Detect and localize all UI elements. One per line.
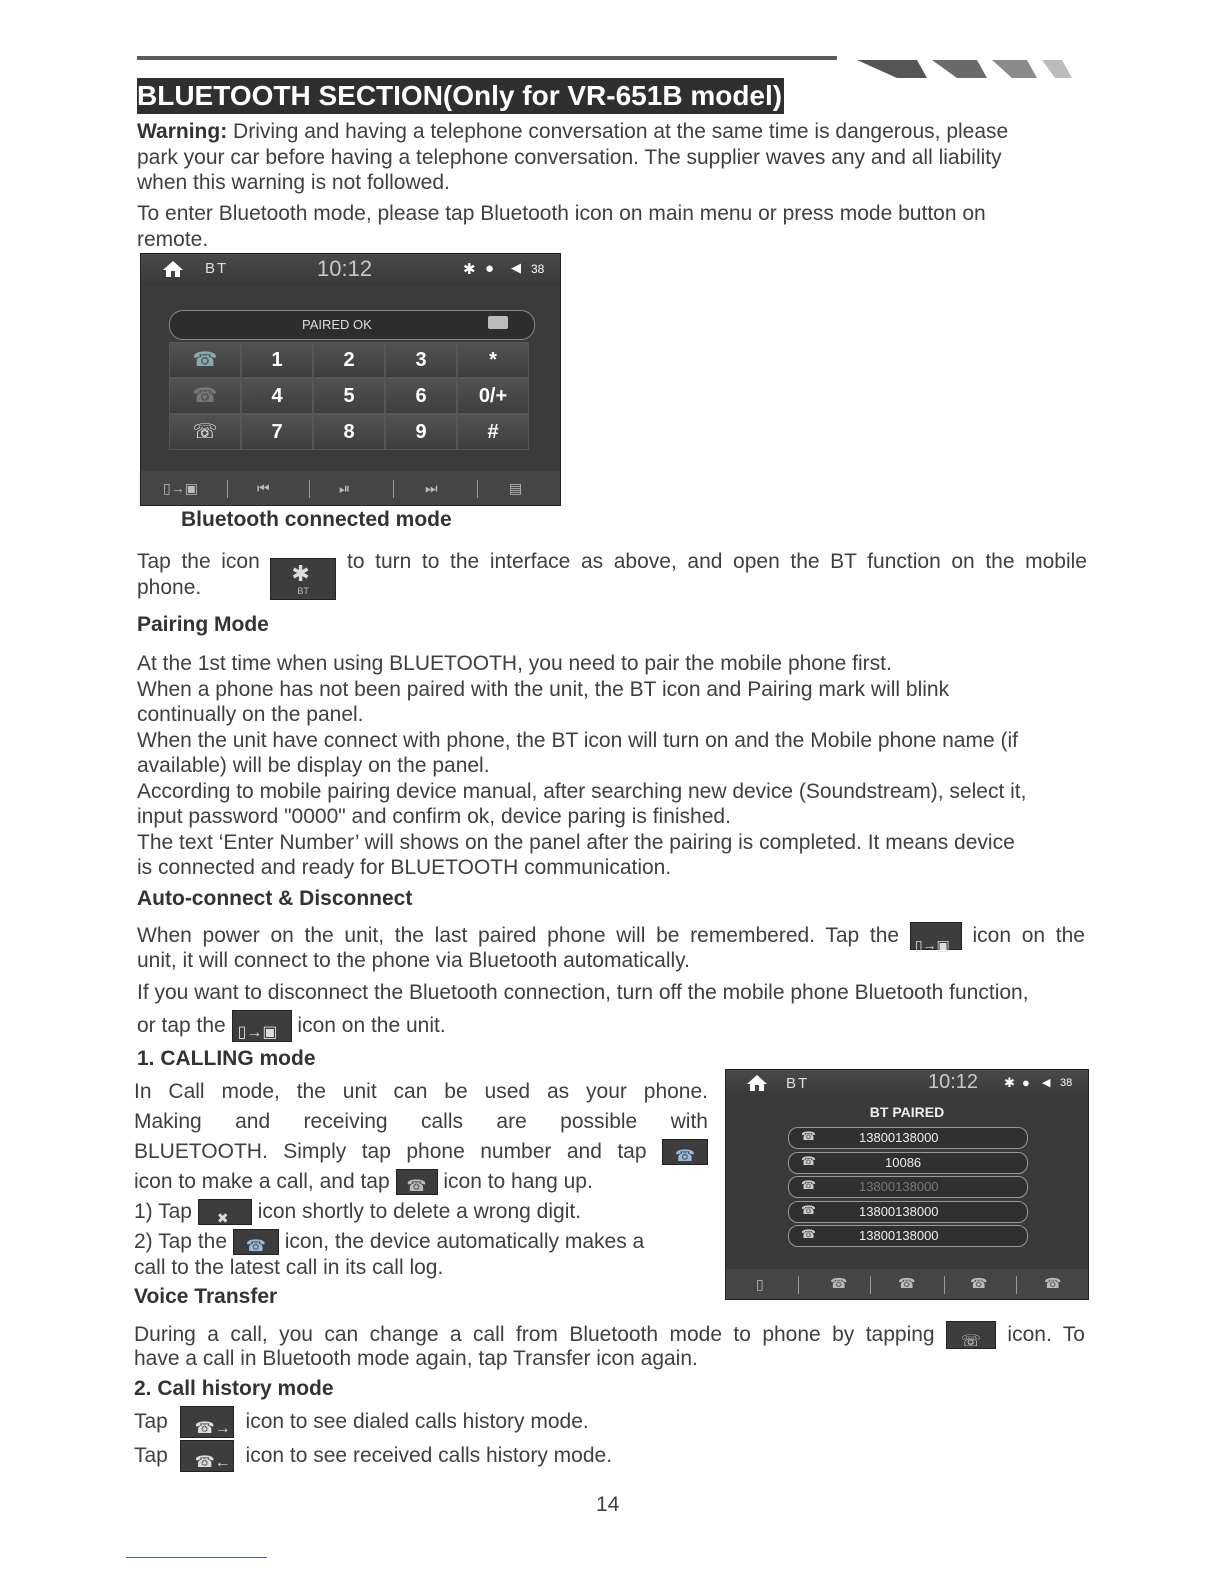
bluetooth-icon: ✱ [1004,1075,1015,1090]
record-icon: ● [1022,1075,1030,1090]
pairing-status: PAIRED OK [302,317,372,332]
dialed-calls-icon: ☎→ [180,1406,234,1438]
voice-transfer-icon[interactable]: ☏ [169,414,241,450]
home-icon [161,259,185,279]
key-1[interactable]: 1 [241,342,313,378]
pairing-status: BT PAIRED [869,1104,945,1120]
key-3[interactable]: 3 [385,342,457,378]
call-history-paragraph: Tap ☎→ icon to see dialed calls history mode. Tap ☎← icon to see received calls history mode. [134,1405,834,1473]
menu-icon[interactable]: ▤ [509,480,523,496]
screenshot-caption: Bluetooth connected mode [181,508,452,531]
connect-disconnect-icon: ▯→▣ [232,1010,292,1042]
page-number: 14 [596,1493,620,1516]
bluetooth-menu-icon: ✱ BT [270,558,336,600]
voice-transfer-paragraph: During a call, you can change a call from Bluetooth mode to phone by tapping ☏ icon. To have a call in Bluetooth mode again, tap Transfer icon again. [134,1323,1085,1370]
connect-disconnect-icon[interactable]: ▯→▣ [163,480,198,496]
backspace-icon: ✖ [198,1199,252,1225]
hangup-icon[interactable]: ☎ [169,378,241,414]
call-history-heading: 2. Call history mode [134,1377,334,1400]
received-calls-icon[interactable]: ☎ [898,1275,916,1291]
key-8[interactable]: 8 [313,414,385,450]
enter-text: remote. [137,227,209,251]
missed-calls-icon[interactable]: ☎ [970,1275,988,1291]
previous-track-icon[interactable]: ⏮ [257,480,270,496]
received-calls-icon: ☎← [180,1440,234,1472]
key-6[interactable]: 6 [385,378,457,414]
dial-icon: ☎ [662,1139,708,1165]
pairing-heading: Pairing Mode [137,613,269,636]
pairing-status-bar [169,310,535,340]
clock: 10:12 [928,1071,979,1093]
bottom-toolbar [726,1269,1088,1299]
clock: 10:12 [317,256,373,281]
dial-icon: ☎ [233,1229,279,1255]
play-pause-icon[interactable]: ⏯ [339,480,351,496]
dialed-calls-icon[interactable]: ☎ [830,1275,848,1291]
calling-heading: 1. CALLING mode [137,1047,316,1070]
enter-bt-paragraph [137,201,1087,252]
voice-transfer-icon: ☏ [946,1321,996,1349]
home-icon [746,1074,768,1092]
connect-disconnect-icon: ▯→▣ [910,922,962,950]
phonebook-icon[interactable]: ☎ [1044,1275,1062,1291]
speaker-icon: ◀ [511,260,521,275]
voice-transfer-heading: Voice Transfer [134,1285,278,1308]
bottom-toolbar [141,471,560,505]
speaker-icon: ◀ [1042,1077,1051,1089]
warning-paragraph [137,119,1087,196]
pairing-paragraph: At the 1st time when using BLUETOOTH, you need to pair the mobile phone first. When a phone has not been paired with the unit, the BT icon and Pairing mark will blink continually on the panel. When the unit have connect with phone, the BT icon will turn on and the Mobile phone name (if available) will be display on the panel. According to mobile pairing device manual, after searching new device (Soundstream), select it, input password "0000" and confirm ok, device paring is finished. The text ‘Enter Number’ will shows on the panel after the pairing is completed. It means device is connected and ready for BLUETOOTH communication. [137,652,1027,879]
bt-keypad-screenshot [140,253,561,506]
enter-text: To enter Bluetooth mode, please tap Bluetooth icon on main menu or press mode button on [137,202,986,225]
volume-level: 38 [1060,1077,1073,1089]
section-title: BLUETOOTH SECTION(Only for VR-651B model) [137,78,784,114]
key-9[interactable]: 9 [385,414,457,450]
warning-text: Driving and having a telephone conversation at the same time is dangerous, please [227,120,1009,143]
key-0-plus[interactable]: 0/+ [457,378,529,414]
key-star[interactable]: * [457,342,529,378]
source-label: BT [786,1075,810,1092]
bt-call-log-screenshot [725,1069,1089,1300]
footer-line [126,1557,267,1558]
autoconnect-paragraph: When power on the unit, the last paired phone will be remembered. Tap the ▯→▣ icon on the unit, it will connect to the phone via Bluetooth automatically. If you want to disconnect the Bluetooth connection, turn off the mobile phone Bluetooth function, or tap the ▯→▣ icon on the unit. [137,924,1085,1042]
call-log-row[interactable]: ☎ 13800138000 [788,1176,1028,1198]
key-7[interactable]: 7 [241,414,313,450]
banner-stripes-decoration [857,58,1077,82]
call-log-row[interactable]: ☎ 13800138000 [788,1201,1028,1223]
section-banner [137,56,1077,116]
record-icon: ● [485,260,495,277]
source-label: BT [205,260,229,277]
tap-icon-paragraph: Tap the icon ✱ BT to turn to the interface as above, and open the BT function on the mobile phone. [137,550,1087,599]
key-4[interactable]: 4 [241,378,313,414]
bluetooth-icon: ✱ [463,261,476,278]
warning-text: park your car before having a telephone conversation. The supplier waves any and all liability [137,145,1002,169]
call-log-row[interactable]: ☎ 13800138000 [788,1127,1028,1149]
warning-text: when this warning is not followed. [137,171,450,194]
calling-paragraph: In Call mode, the unit can be used as your phone. Making and receiving calls are possible with BLUETOOTH. Simply tap phone number and tap ☎ icon to make a call, and tap ☎ icon to hang up. 1) Tap ✖ icon shortly to delete a wrong digit. 2) Tap the ☎ icon, the device automatically makes a call to the latest call in its call log. [134,1080,708,1279]
status-bar [726,1070,1088,1098]
warning-label: Warning: [137,120,228,143]
key-5[interactable]: 5 [313,378,385,414]
volume-level: 38 [531,262,545,276]
keypad-icon[interactable]: ▯ [756,1276,764,1292]
autoconnect-heading: Auto-connect & Disconnect [137,887,413,910]
call-log-row[interactable]: ☎ 13800138000 [788,1225,1028,1247]
key-hash[interactable]: # [457,414,529,450]
call-log-row[interactable]: ☎ 10086 [788,1152,1028,1174]
banner-rule [137,56,837,60]
status-bar [141,254,560,286]
next-track-icon[interactable]: ⏭ [425,480,438,496]
backspace-icon[interactable] [488,316,508,329]
key-2[interactable]: 2 [313,342,385,378]
dial-icon[interactable]: ☎ [169,342,241,378]
hangup-icon: ☎ [396,1169,438,1195]
